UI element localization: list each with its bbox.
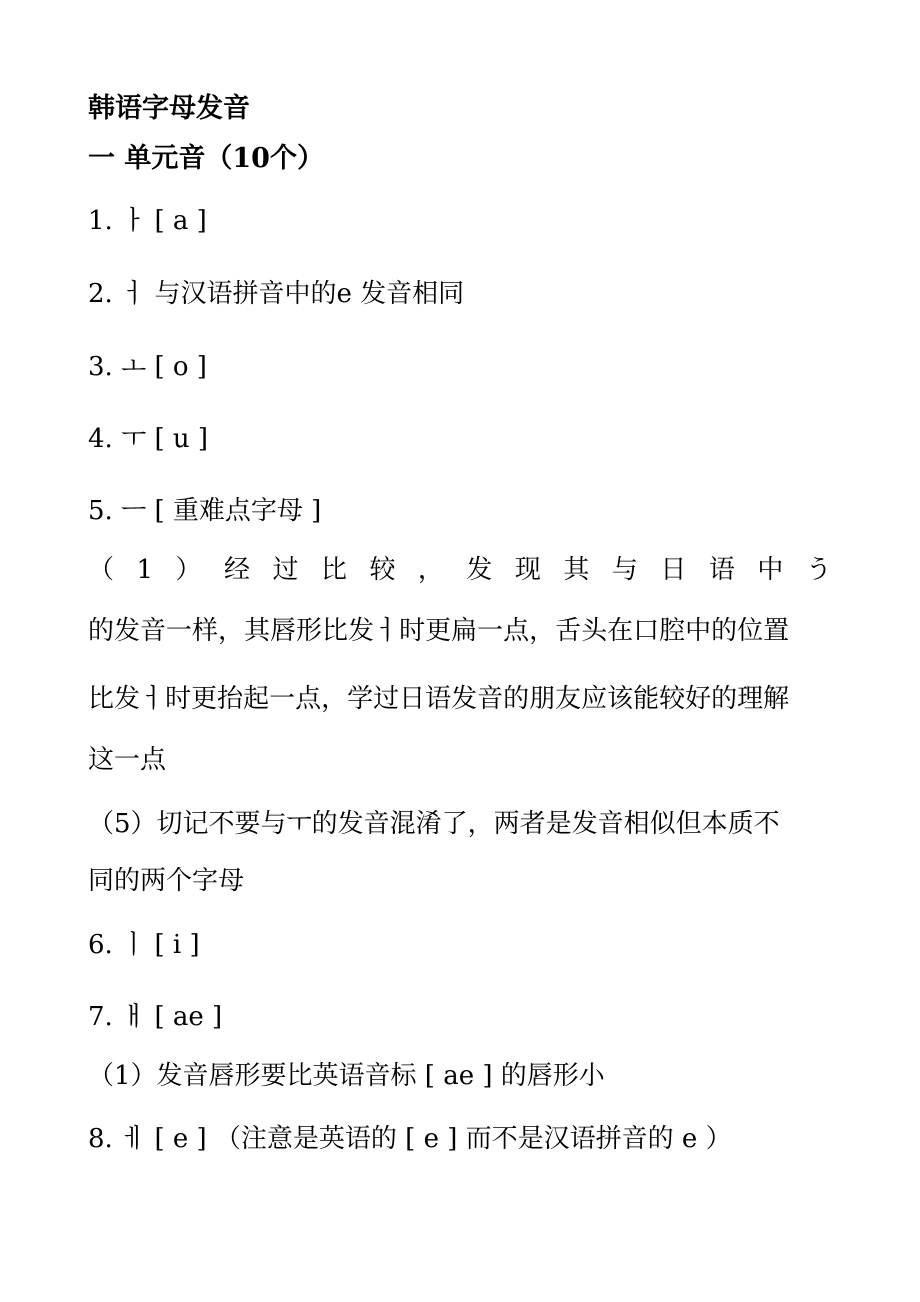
note-5-first-line [88,555,832,586]
note-char: ， [417,555,444,585]
note-char: 其 [563,555,590,585]
note-5-extra-line: （5）切记不要与ㅜ的发音混淆了，两者是发音相似但本质不 [88,809,780,839]
note-char: 现 [514,555,541,585]
note-char: 与 [611,555,638,585]
note-char: （ [88,555,115,585]
note-5-line: 比发ㅓ时更抬起一点，学过日语发音的朋友应该能较好的理解 [88,684,790,714]
vowel-item-2: 2. ㅓ 与汉语拼音中的e 发音相同 [88,279,465,309]
vowel-item-4: 4. ㅜ [ u ] [88,424,209,454]
vowel-item-6: 6. ㅣ [ i ] [88,930,200,960]
note-char: 经 [223,555,250,585]
note-char: 中 [757,555,784,585]
note-7: （1）发音唇形要比英语音标 [ ae ] 的唇形小 [88,1061,605,1091]
note-char: 发 [466,555,493,585]
note-5-extra-line: 同的两个字母 [88,866,245,896]
note-5-line: 这一点 [88,745,167,775]
note-char: 日 [660,555,687,585]
vowel-item-3: 3. ㅗ [ o ] [88,352,207,382]
vowel-item-7: 7. ㅐ [ ae ] [88,1002,223,1032]
note-char: 比 [320,555,347,585]
note-char: 语 [708,555,735,585]
note-5-line: 的发音一样，其唇形比发ㅓ时更扁一点，舌头在口腔中的位置 [88,616,790,646]
vowel-item-8: 8. ㅔ [ e ] （注意是英语的 [ e ] 而不是汉语拼音的 e ） [88,1124,732,1154]
vowel-item-5: 5. ㅡ [ 重难点字母 ] [88,496,322,526]
vowel-item-1: 1. ㅏ [ a ] [88,206,207,236]
note-char: 1 [136,555,154,585]
note-char: 较 [369,555,396,585]
document-title: 韩语字母发音 [88,93,250,124]
section-heading: 一 单元音（10个） [88,143,324,174]
note-char: 过 [272,555,299,585]
note-char: う [805,555,832,585]
note-char: ） [175,555,202,585]
